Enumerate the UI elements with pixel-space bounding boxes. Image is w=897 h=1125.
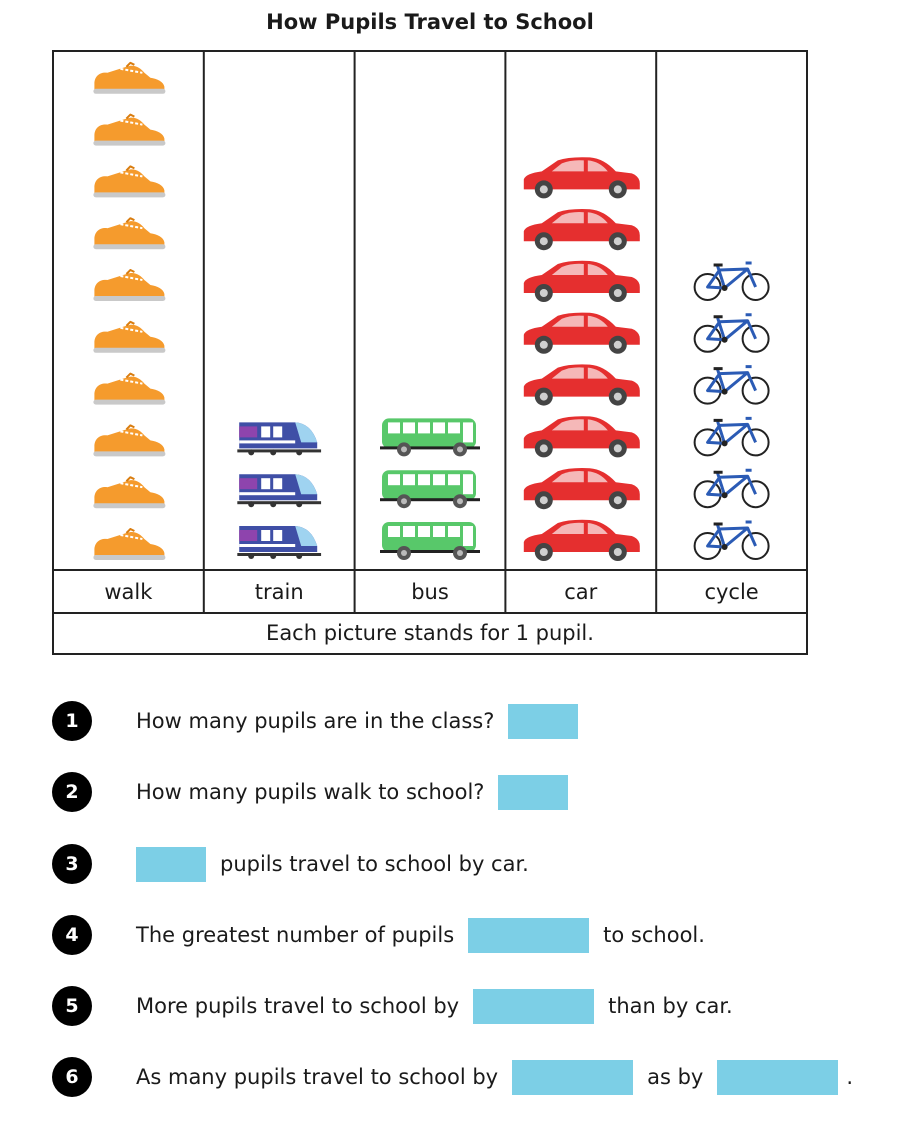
question-text-middle: as by [647, 1065, 704, 1089]
question-text-end: . [846, 1065, 854, 1089]
question-1 [52, 701, 578, 741]
question-2 [52, 772, 568, 812]
answer-box[interactable] [512, 1060, 633, 1095]
question-number: 4 [52, 915, 92, 955]
question-4 [52, 915, 705, 955]
category-label-train: train [254, 580, 304, 604]
answer-box[interactable] [468, 918, 589, 953]
answer-box[interactable] [717, 1060, 838, 1095]
category-label-cycle: cycle [704, 580, 759, 604]
chart-title: How Pupils Travel to School [266, 10, 594, 34]
question-text-end: than by car. [608, 994, 733, 1018]
answer-box[interactable] [508, 704, 578, 739]
category-label-car: car [564, 580, 598, 604]
category-label-bus: bus [411, 580, 449, 604]
question-text: The greatest number of pupils [136, 923, 455, 947]
question-text: More pupils travel to school by [136, 994, 460, 1018]
category-label-walk: walk [104, 580, 153, 604]
question-number: 6 [52, 1057, 92, 1097]
answer-box[interactable] [473, 989, 594, 1024]
question-6 [52, 1057, 853, 1097]
question-number: 5 [52, 986, 92, 1026]
pictogram-chart [52, 50, 808, 656]
question-text: How many pupils walk to school? [136, 780, 485, 804]
answer-box[interactable] [498, 775, 568, 810]
question-number: 2 [52, 772, 92, 812]
question-3 [52, 844, 529, 884]
question-number: 1 [52, 701, 92, 741]
question-text-end: to school. [603, 923, 705, 947]
question-text: As many pupils travel to school by [136, 1065, 499, 1089]
key-text: Each picture stands for 1 pupil. [266, 621, 594, 645]
question-text: pupils travel to school by car. [220, 852, 529, 876]
answer-box[interactable] [136, 847, 206, 882]
question-5 [52, 986, 733, 1026]
question-number: 3 [52, 844, 92, 884]
question-text: How many pupils are in the class? [136, 709, 495, 733]
